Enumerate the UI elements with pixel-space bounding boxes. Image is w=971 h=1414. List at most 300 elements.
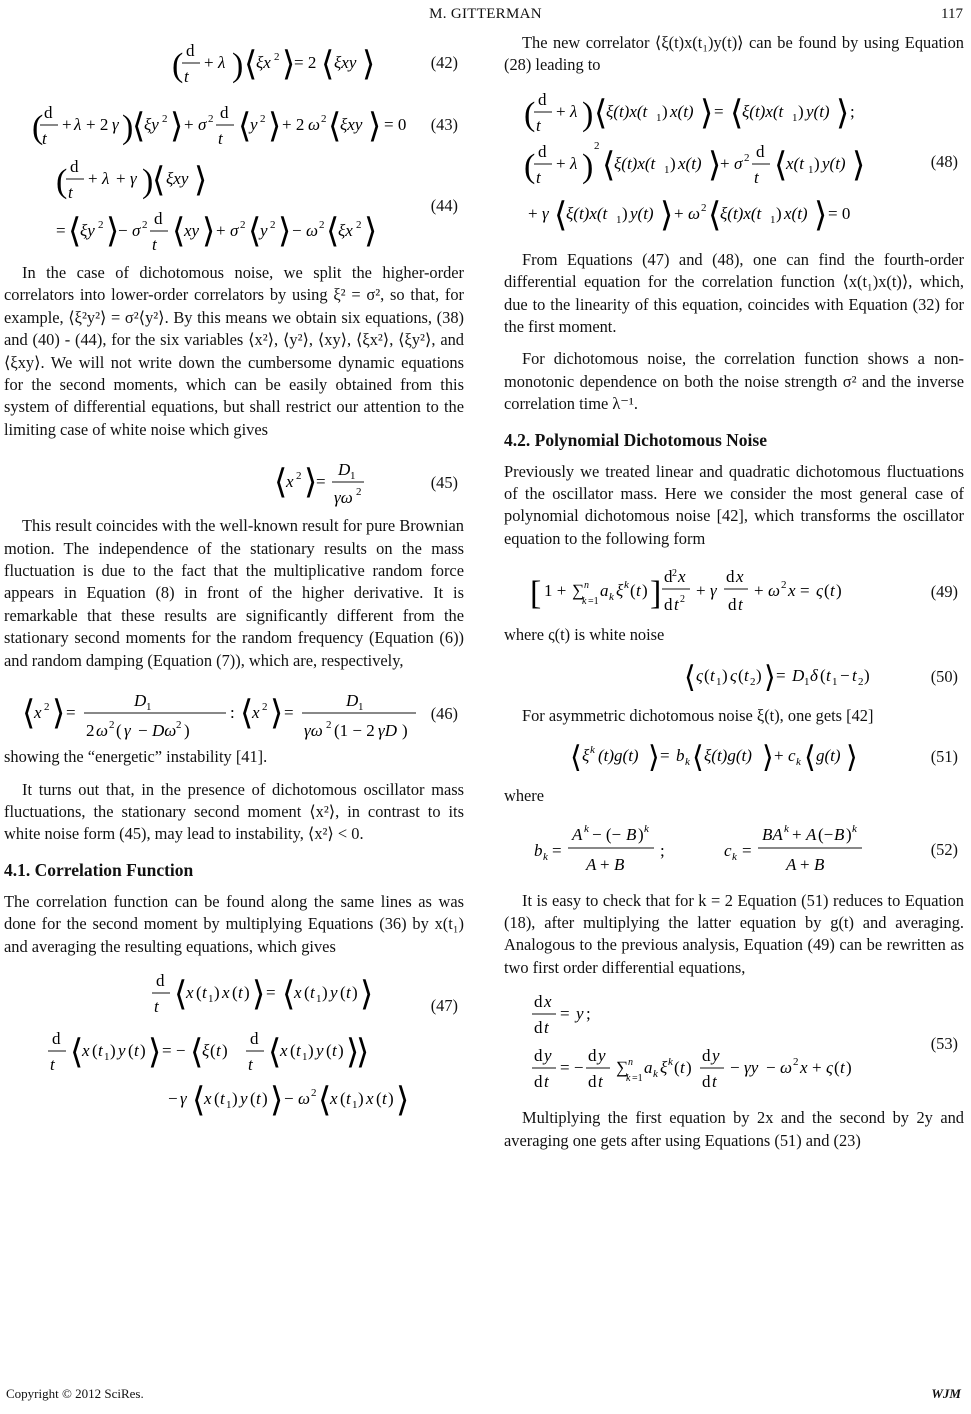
svg-text:d: d — [538, 89, 547, 109]
svg-text:− (−: − (− — [592, 824, 622, 844]
svg-text:): ) — [352, 982, 358, 1002]
svg-text:t: t — [680, 1058, 685, 1078]
svg-text:⟩: ⟩ — [148, 1033, 162, 1071]
svg-text:⟨: ⟨ — [730, 94, 744, 132]
svg-text:⟨: ⟨ — [248, 213, 262, 250]
svg-text:): ) — [798, 101, 804, 121]
svg-text:t: t — [826, 665, 831, 685]
svg-text:⟨: ⟨ — [22, 695, 36, 733]
svg-text:⟨: ⟨ — [174, 975, 188, 1013]
svg-text:1: 1 — [302, 1050, 308, 1063]
svg-text:y: y — [118, 1040, 126, 1060]
svg-text:γ: γ — [542, 203, 549, 223]
svg-text:λ: λ — [570, 153, 578, 173]
svg-text:(: ( — [738, 665, 744, 685]
svg-text:(: ( — [524, 147, 536, 185]
svg-text:): ) — [864, 665, 870, 685]
svg-text:d: d — [534, 992, 543, 1012]
svg-text:γ: γ — [124, 721, 131, 741]
svg-text:x: x — [678, 567, 686, 587]
svg-text:(1 − 2: (1 − 2 — [334, 721, 375, 741]
svg-text:2: 2 — [98, 219, 104, 231]
svg-text:x: x — [280, 1040, 288, 1060]
svg-text:⟨: ⟨ — [318, 1081, 332, 1118]
journal-abbreviation: WJM — [931, 1386, 961, 1401]
svg-text:2: 2 — [793, 1056, 799, 1069]
svg-text:d: d — [534, 1018, 543, 1038]
svg-text:= −: = − — [162, 1040, 186, 1060]
svg-text:): ) — [622, 203, 628, 223]
paragraph-instability: It turns out that, in the presence of dichotomous oscillator mass fluctuations, the stationary second moment ⟨x²⟩, in contrast to its white noise form (45), may lead to instability, ⟨x²⟩ < 0. — [4, 779, 464, 844]
equation-42 — [4, 32, 464, 94]
svg-text:2: 2 — [176, 719, 182, 732]
svg-text:ξx: ξx — [338, 221, 353, 240]
svg-text:x: x — [294, 982, 302, 1002]
svg-text:(: ( — [630, 581, 636, 601]
svg-text:⟨: ⟨ — [692, 741, 704, 775]
svg-text:(: ( — [326, 1040, 332, 1060]
svg-text:x: x — [286, 472, 294, 492]
equation-number: (46) — [430, 704, 458, 724]
equation-46 — [4, 682, 464, 746]
svg-text:d: d — [154, 209, 163, 228]
svg-text:t: t — [536, 167, 541, 187]
svg-text:+: + — [116, 169, 126, 188]
svg-text:⟩: ⟩ — [762, 741, 774, 775]
section-heading-polynomial-noise: 4.2. Polynomial Dichotomous Noise — [504, 429, 767, 450]
svg-text:): ) — [142, 163, 154, 200]
svg-text:): ) — [122, 109, 134, 146]
svg-text:(: ( — [172, 47, 184, 84]
copyright-notice: Copyright © 2012 SciRes. — [6, 1386, 144, 1401]
svg-text:;: ; — [850, 101, 855, 121]
svg-text:1: 1 — [808, 163, 814, 176]
svg-text:y: y — [544, 1046, 552, 1066]
svg-text:γω: γω — [334, 488, 353, 508]
svg-text:B: B — [614, 854, 625, 874]
paragraph-easy-to-check: It is easy to check that for k = 2 Equation (51) reduces to Equation (18), after multiplying the latter equation by g(t) and averaging. Analogous to the previous analysis, Equation (49) can be rewritten as two first order differential equations, — [504, 890, 964, 977]
equation-48 — [504, 87, 964, 237]
svg-text:σ: σ — [230, 221, 239, 240]
svg-text:ξ: ξ — [202, 1040, 210, 1060]
svg-text:t: t — [346, 1088, 351, 1108]
svg-text:ω: ω — [688, 203, 701, 223]
svg-text:1 +: 1 + — [544, 581, 567, 601]
svg-text:ξ(t)x(t: ξ(t)x(t — [566, 203, 608, 223]
svg-text:y: y — [330, 982, 338, 1002]
svg-text:1: 1 — [226, 1098, 232, 1111]
svg-text:): ) — [814, 153, 820, 173]
svg-text:(: ( — [340, 1088, 346, 1108]
svg-text:): ) — [776, 203, 782, 223]
svg-text:ω: ω — [780, 1058, 793, 1078]
paragraph-polynomial-noise: Previously we treated linear and quadratic dichotomous fluctuations of the oscillator mass. Here we consider the most general case of polynomial dichotomous noise [42], which transforms the oscillator equation to the following form — [504, 461, 964, 548]
svg-text:(: ( — [704, 665, 710, 685]
paragraph-new-correlator: The new correlator ⟨ξ(t)x(t₁)y(t)⟩ can be found by using Equation (28) leading to — [504, 33, 964, 75]
svg-text:−: − — [840, 665, 850, 685]
equation-47 — [4, 968, 464, 1118]
svg-text:ξ: ξ — [616, 581, 624, 601]
svg-text:x: x — [544, 992, 552, 1012]
svg-text:(: ( — [32, 109, 44, 146]
svg-text:2: 2 — [326, 719, 332, 732]
svg-text:t: t — [852, 665, 857, 685]
svg-text:2: 2 — [672, 568, 677, 580]
svg-text:⟩: ⟩ — [356, 1033, 370, 1071]
svg-text:⟩: ⟩ — [270, 1081, 284, 1118]
svg-text:t: t — [98, 1040, 103, 1060]
svg-text:2: 2 — [44, 701, 50, 714]
svg-text:⟨: ⟨ — [70, 1033, 84, 1071]
equation-number: (45) — [430, 473, 458, 493]
svg-text:x: x — [800, 1058, 808, 1078]
svg-text:ω: ω — [306, 221, 319, 240]
svg-text:+: + — [600, 854, 610, 874]
svg-text:2: 2 — [162, 113, 168, 125]
svg-text:d: d — [664, 595, 673, 615]
svg-text:ς: ς — [826, 1058, 833, 1078]
svg-text:g(t): g(t) — [816, 746, 841, 766]
svg-text:=: = — [56, 221, 66, 240]
svg-text:2: 2 — [240, 219, 246, 231]
svg-text:2: 2 — [321, 113, 327, 125]
svg-text:): ) — [222, 1040, 228, 1060]
svg-text:2: 2 — [594, 139, 600, 152]
svg-text:x: x — [736, 567, 744, 587]
svg-text:ξx: ξx — [256, 53, 271, 72]
svg-text:= 0: = 0 — [828, 203, 851, 223]
svg-text:+: + — [800, 854, 810, 874]
equation-number: (50) — [930, 666, 958, 686]
svg-text:B: B — [626, 824, 637, 844]
svg-text:): ) — [642, 581, 648, 601]
svg-text:t: t — [744, 665, 749, 685]
svg-text:): ) — [140, 1040, 146, 1060]
svg-text:⟩: ⟩ — [270, 695, 284, 733]
svg-text:⟨: ⟨ — [268, 1033, 282, 1071]
svg-text:1: 1 — [832, 675, 838, 688]
svg-text:t: t — [216, 1040, 221, 1060]
svg-text:c: c — [724, 840, 732, 860]
svg-text:= 2: = 2 — [294, 53, 317, 72]
svg-text:]: ] — [650, 575, 662, 613]
svg-text:γD: γD — [378, 721, 397, 741]
equation-52 — [504, 818, 964, 882]
svg-text:+: + — [792, 824, 802, 844]
svg-text:y(t): y(t) — [806, 101, 830, 121]
svg-text:⟨: ⟨ — [328, 108, 342, 145]
svg-text:⟨: ⟨ — [554, 196, 568, 234]
svg-text:+ 2: + 2 — [86, 115, 109, 134]
svg-text:(: ( — [56, 163, 68, 200]
svg-text:Dω: Dω — [152, 721, 177, 741]
svg-text:ξ: ξ — [582, 746, 590, 766]
left-column — [4, 32, 464, 1118]
svg-text:k: k — [644, 822, 649, 835]
svg-text:D: D — [792, 665, 805, 685]
svg-text:;: ; — [586, 1004, 591, 1024]
svg-text:⟩: ⟩ — [368, 108, 382, 145]
svg-text:t: t — [50, 1054, 55, 1074]
equation-number: (52) — [930, 839, 958, 859]
svg-text:∑: ∑ — [616, 1058, 629, 1078]
svg-text:σ: σ — [734, 153, 743, 173]
svg-text:d: d — [534, 1072, 543, 1092]
svg-text:+: + — [696, 581, 706, 601]
svg-text:⟨: ⟨ — [274, 464, 288, 502]
svg-text:⟩: ⟩ — [252, 975, 266, 1013]
svg-text:2: 2 — [319, 219, 325, 231]
svg-text:d: d — [186, 41, 195, 60]
svg-text:1: 1 — [146, 701, 152, 714]
svg-text:⟩: ⟩ — [700, 94, 714, 132]
svg-text:t: t — [202, 982, 207, 1002]
svg-text:⟩: ⟩ — [202, 213, 216, 250]
svg-text:2: 2 — [142, 219, 148, 231]
svg-text:t: t — [674, 595, 679, 615]
svg-text:ξxy: ξxy — [340, 115, 363, 134]
svg-text:): ) — [686, 1058, 692, 1078]
svg-text:): ) — [322, 982, 328, 1002]
svg-text:2: 2 — [356, 219, 362, 231]
svg-text:2: 2 — [260, 113, 266, 125]
svg-text:+: + — [62, 115, 72, 134]
equation-number: (48) — [930, 151, 958, 171]
equation-53 — [504, 989, 964, 1099]
svg-text:(: ( — [524, 95, 536, 133]
svg-text:(: ( — [196, 982, 202, 1002]
svg-text:⟩: ⟩ — [304, 464, 318, 502]
equation-43 — [4, 94, 464, 156]
svg-text:⟨: ⟨ — [172, 213, 186, 250]
svg-text:d: d — [588, 1072, 597, 1092]
svg-text:xy: xy — [184, 221, 200, 240]
svg-text:γ: γ — [180, 1088, 187, 1108]
equation-number: (42) — [430, 53, 458, 72]
svg-text:t: t — [310, 982, 315, 1002]
svg-text:⟩: ⟩ — [170, 108, 184, 145]
svg-text:A: A — [786, 854, 797, 874]
svg-text:⟨: ⟨ — [240, 695, 254, 733]
svg-text:ξ(t)x(t: ξ(t)x(t — [606, 101, 648, 121]
svg-text:+: + — [674, 203, 684, 223]
svg-text:): ) — [662, 101, 668, 121]
svg-text:⟩: ⟩ — [648, 741, 660, 775]
svg-text:λ: λ — [570, 101, 578, 121]
svg-text:+: + — [216, 221, 226, 240]
svg-text:⟨: ⟨ — [190, 1033, 204, 1071]
page-footer — [0, 1386, 971, 1406]
svg-text:⟨: ⟨ — [238, 108, 252, 145]
svg-text:): ) — [722, 665, 728, 685]
svg-text:k: k — [609, 591, 614, 604]
svg-text:2: 2 — [781, 579, 787, 592]
svg-text:−: − — [766, 1058, 776, 1078]
svg-text:2: 2 — [701, 201, 707, 214]
svg-text:a: a — [600, 581, 609, 601]
svg-text:t: t — [238, 982, 243, 1002]
svg-text:x: x — [186, 982, 194, 1002]
svg-text:⟩: ⟩ — [282, 46, 296, 83]
svg-text:⟩: ⟩ — [346, 1033, 360, 1071]
svg-text:x: x — [366, 1088, 374, 1108]
svg-text:=: = — [66, 703, 76, 723]
svg-text:): ) — [232, 47, 244, 84]
svg-text:): ) — [214, 982, 220, 1002]
svg-text:(: ( — [824, 581, 830, 601]
svg-text:=: = — [560, 1004, 570, 1024]
svg-text:): ) — [846, 824, 852, 844]
svg-text:(: ( — [820, 665, 826, 685]
svg-text:): ) — [388, 1088, 394, 1108]
paragraph-fourth-order: From Equations (47) and (48), one can find the fourth-order differential equation for the correlation function ⟨x(t₁)x(t)⟩, which, due to the linearity of this equation, coincides with Equation (32) for the first moment. — [504, 249, 964, 337]
svg-text:d: d — [156, 970, 165, 990]
svg-text:⟩: ⟩ — [846, 741, 858, 775]
svg-text:k: k — [685, 756, 690, 769]
running-head-author: M. GITTERMAN — [429, 6, 542, 22]
svg-text:2: 2 — [311, 1086, 317, 1099]
svg-text:1: 1 — [358, 701, 364, 714]
svg-text:y: y — [576, 1004, 584, 1024]
svg-text:k: k — [784, 822, 789, 835]
svg-text:): ) — [846, 1058, 852, 1078]
svg-text:d: d — [538, 141, 547, 161]
svg-text:ς: ς — [730, 665, 737, 685]
svg-text:λ: λ — [102, 169, 110, 188]
svg-text:x: x — [252, 703, 260, 723]
svg-text:γ: γ — [130, 169, 137, 188]
svg-text:k: k — [590, 744, 595, 757]
svg-text:2: 2 — [274, 51, 280, 63]
svg-text:λ: λ — [74, 115, 82, 134]
svg-text:−: − — [730, 1058, 740, 1078]
svg-text:=: = — [800, 581, 810, 601]
svg-text:D: D — [338, 460, 351, 480]
svg-text:A: A — [586, 854, 597, 874]
equation-number: (43) — [430, 115, 458, 134]
svg-text:n: n — [628, 1057, 633, 1069]
svg-text:): ) — [338, 1040, 344, 1060]
svg-text:+: + — [204, 53, 214, 72]
svg-text:⟨: ⟨ — [594, 94, 608, 132]
svg-text:⟨: ⟨ — [602, 146, 616, 184]
svg-text:t: t — [382, 1088, 387, 1108]
svg-text:k: k — [732, 850, 737, 863]
equation-45 — [4, 451, 464, 515]
svg-text:): ) — [638, 824, 644, 844]
svg-text:t: t — [68, 183, 73, 202]
svg-text:∑: ∑ — [572, 581, 585, 601]
svg-text:(: ( — [210, 1040, 216, 1060]
svg-text:⟩: ⟩ — [194, 162, 208, 199]
svg-text:ξy: ξy — [144, 115, 159, 134]
svg-text:c: c — [788, 746, 796, 766]
svg-text::: : — [230, 703, 235, 723]
svg-text:2: 2 — [744, 151, 750, 164]
svg-text:+: + — [88, 169, 98, 188]
svg-text:t: t — [636, 581, 641, 601]
equation-number: (53) — [930, 1034, 958, 1054]
svg-text:=: = — [284, 703, 294, 723]
svg-text:d: d — [664, 567, 673, 587]
svg-text:t: t — [536, 115, 541, 135]
paragraph-dichotomous-split: In the case of dichotomous noise, we split the higher-order correlators into lower-order correlators by using ξ² = σ², so that, for example, ⟨ξ²y²⟩ = σ²⟨y²⟩. By this means we obtain six equations, (38) and (40) - (44), for the six variables ⟨x²⟩, ⟨y²⟩, ⟨xy⟩, ⟨ξx²⟩, ⟨ξy²⟩, and ⟨ξxy⟩. We will not write down the cumbersome dynamic equations for the second moments, which can be easily obtained from this system of differential equations, but shall restrict our attention to the limiting case of white noise which gives — [4, 263, 464, 439]
svg-text:): ) — [582, 147, 594, 185]
svg-text:=: = — [714, 101, 724, 121]
svg-text:k: k — [796, 756, 801, 769]
svg-text:1: 1 — [804, 675, 810, 688]
svg-text:⟨: ⟨ — [570, 741, 582, 775]
svg-text:λ: λ — [218, 53, 226, 72]
svg-text:t: t — [154, 996, 159, 1016]
svg-text:⟨: ⟨ — [804, 741, 816, 775]
equation-number: (47) — [430, 995, 458, 1015]
svg-text:A: A — [806, 824, 817, 844]
svg-text:=: = — [776, 665, 786, 685]
svg-text:2: 2 — [208, 113, 214, 125]
svg-text:d: d — [220, 103, 229, 122]
svg-text:ξ: ξ — [660, 1058, 668, 1078]
svg-text:(: ( — [290, 1040, 296, 1060]
paragraph-correlation-function: The correlation function can be found along the same lines as was done for the second moment by multiplying Equations (36) by x(t₁) and averaging the resulting equations, which gives — [4, 891, 464, 956]
svg-text:d: d — [726, 567, 735, 587]
svg-text:1: 1 — [716, 675, 722, 688]
svg-text:ξ(t)g(t): ξ(t)g(t) — [704, 746, 752, 766]
svg-text:⟨: ⟨ — [684, 660, 696, 694]
svg-text:k: k — [582, 596, 587, 608]
svg-text:=: = — [266, 982, 276, 1002]
svg-text:2: 2 — [109, 719, 115, 732]
paragraph-multiplying: Multiplying the first equation by 2x and the second by 2y and averaging one gets after using Equations (51) and (23) — [504, 1108, 964, 1150]
svg-text:=: = — [316, 472, 326, 492]
svg-text:x(t): x(t) — [678, 153, 702, 173]
svg-text:σ: σ — [198, 115, 207, 134]
svg-text:d: d — [70, 157, 79, 176]
svg-text:A: A — [572, 824, 583, 844]
svg-text:t: t — [256, 1088, 261, 1108]
svg-text:a: a — [644, 1058, 653, 1078]
svg-text:t: t — [754, 167, 759, 187]
svg-text:(−: (− — [818, 824, 834, 844]
svg-text:): ) — [402, 721, 408, 741]
svg-text:k: k — [626, 1073, 631, 1085]
section-heading-correlation-function: 4.1. Correlation Function — [4, 859, 194, 880]
svg-text:t: t — [218, 129, 223, 148]
page-header — [0, 4, 971, 28]
svg-text:y: y — [240, 1088, 248, 1108]
svg-text:(: ( — [834, 1058, 840, 1078]
equation-number: (44) — [430, 196, 458, 215]
svg-text:x(t: x(t — [786, 153, 804, 173]
svg-text:γ: γ — [710, 581, 717, 601]
svg-text:=: = — [742, 840, 752, 860]
svg-text:⟨: ⟨ — [132, 108, 146, 145]
svg-text:2: 2 — [356, 486, 362, 499]
svg-text:[: [ — [530, 575, 542, 613]
svg-text:2: 2 — [296, 470, 302, 483]
svg-text:⟨: ⟨ — [774, 146, 788, 184]
svg-text:⟨: ⟨ — [708, 196, 722, 234]
svg-text:1: 1 — [350, 470, 356, 483]
svg-text:ω: ω — [298, 1088, 311, 1108]
svg-text:x: x — [222, 982, 230, 1002]
svg-text:⟨: ⟨ — [152, 162, 166, 199]
svg-text:+: + — [184, 115, 194, 134]
equation-44 — [4, 156, 464, 256]
svg-text:δ: δ — [810, 665, 818, 685]
equation-number: (49) — [930, 582, 958, 602]
svg-text:⟩: ⟩ — [278, 213, 292, 250]
